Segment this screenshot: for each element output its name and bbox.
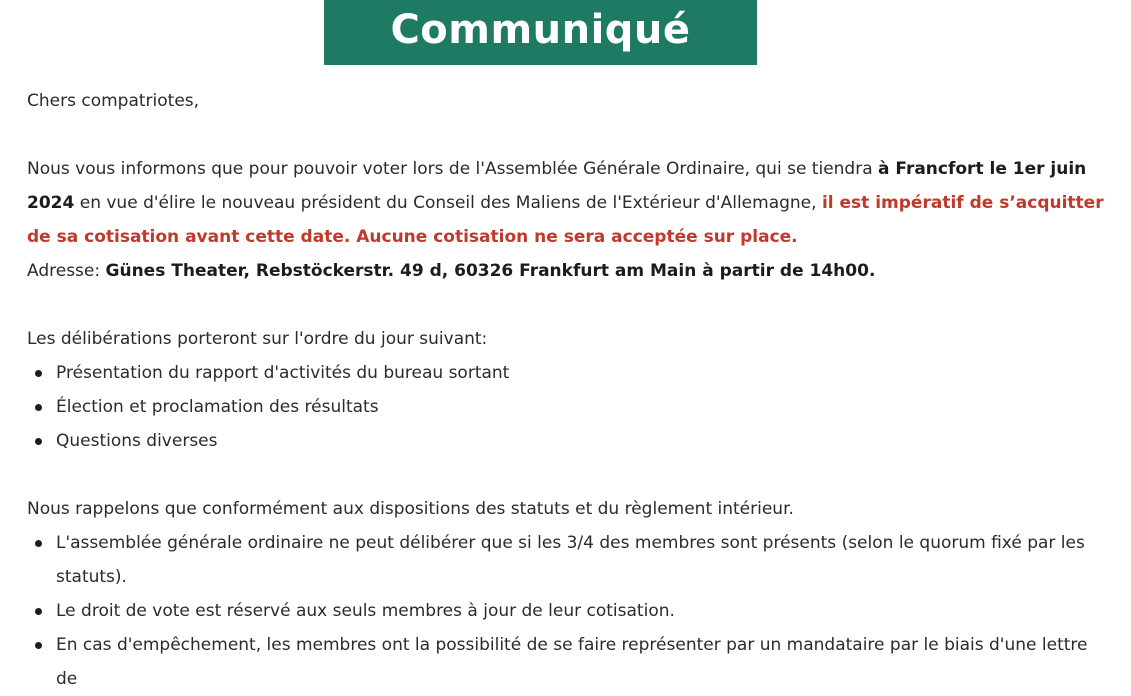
title-banner bbox=[324, 0, 757, 65]
spacer bbox=[27, 458, 1107, 492]
greeting: Chers compatriotes, bbox=[27, 91, 200, 111]
address-label: Adresse: bbox=[27, 261, 106, 281]
announcement-paragraph bbox=[27, 152, 1107, 254]
address-line bbox=[27, 254, 1107, 288]
reminder-list bbox=[27, 526, 1107, 696]
agenda-intro: Les délibérations porteront sur l'ordre du jour suivant: bbox=[27, 329, 488, 349]
announcement-text-a: Nous vous informons que pour pouvoir voter lors de l'Assemblée Générale Ordinaire, qui se tiendra bbox=[27, 159, 879, 179]
list-item: L'assemblée générale ordinaire ne peut délibérer que si les 3/4 des membres sont présents (selon le quorum fixé par les statuts). bbox=[27, 526, 1107, 594]
list-item: Questions diverses bbox=[27, 424, 1107, 458]
event-location-date: à Francfort le 1er juin 2024 bbox=[27, 159, 1087, 213]
spacer bbox=[27, 288, 1107, 322]
payment-warning: il est impératif de s’acquitter de sa cotisation avant cette date. Aucune cotisation ne sera acceptée sur place. bbox=[27, 193, 1104, 247]
list-item: Le droit de vote est réservé aux seuls membres à jour de leur cotisation. bbox=[27, 594, 1107, 628]
communique-body bbox=[27, 84, 1107, 696]
list-item: Présentation du rapport d'activités du bureau sortant bbox=[27, 356, 1107, 390]
list-item: Élection et proclamation des résultats bbox=[27, 390, 1107, 424]
announcement-text-b: en vue d'élire le nouveau président du Conseil des Maliens de l'Extérieur d'Allemagne, bbox=[74, 193, 822, 213]
spacer bbox=[27, 118, 1107, 152]
agenda-list bbox=[27, 356, 1107, 458]
list-item: En cas d'empêchement, les membres ont la possibilité de se faire représenter par un mandataire par le biais d'une lettre de bbox=[27, 628, 1107, 696]
page-title: Communiqué bbox=[390, 6, 691, 53]
address-value: Günes Theater, Rebstöckerstr. 49 d, 60326 Frankfurt am Main à partir de 14h00. bbox=[105, 261, 876, 281]
reminder-intro: Nous rappelons que conformément aux dispositions des statuts et du règlement intérieur. bbox=[27, 499, 794, 519]
